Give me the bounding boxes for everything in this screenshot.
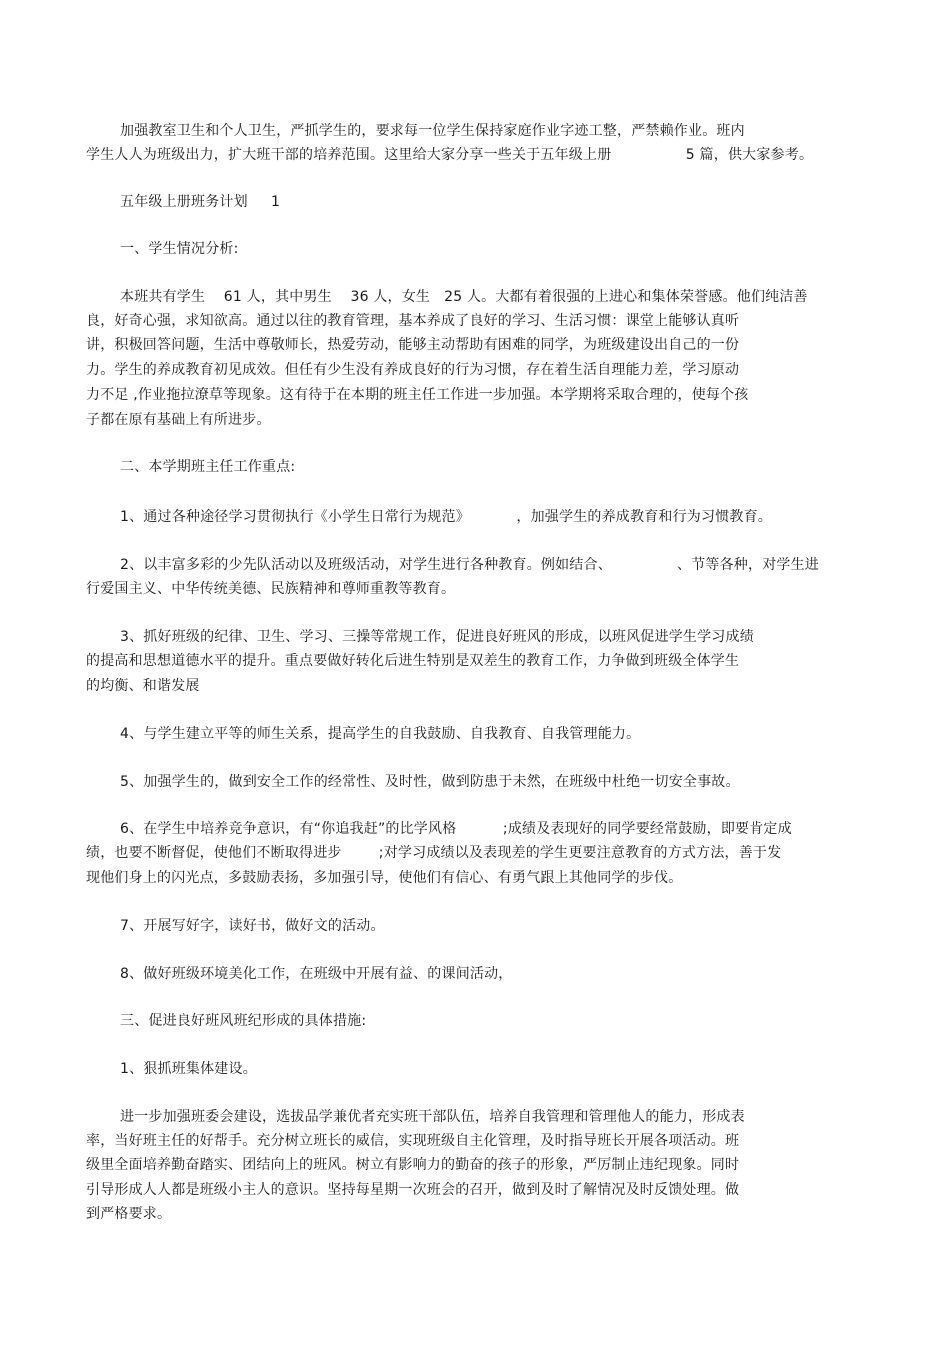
item-6-line-2: 绩，也要不断督促，使他们不断取得进步 ;对学习成绩以及表现差的学生更要注意教育的方式方法，善于发: [86, 845, 782, 861]
item-2-line-1: 2、以丰富多彩的少先队活动以及班级活动，对学生进行各种教育。例如结合、 、节等各种，对学生进: [120, 557, 820, 573]
section-1-heading: 一、学生情况分析:: [120, 241, 239, 257]
p1-line-2: 良，好奇心强，求知欲高。通过以往的教育管理，基本养成了良好的学习、生活习惯：课堂上能够认真听: [86, 313, 740, 329]
p2-line-2: 率，当好班主任的好帮手。充分树立班长的威信，实现班级自主化管理，及时指导班长开展各项活动。班: [86, 1133, 740, 1149]
section-2-heading: 二、本学期班主任工作重点:: [120, 459, 296, 475]
item-3-line-1: 3、抓好班级的纪律、卫生、学习、三操等常规工作，促进良好班风的形成，以班风促进学生学习成绩: [120, 629, 754, 645]
p1-line-5: 力不足 ,作业拖拉潦草等现象。这有待于在本期的班主任工作进一步加强。本学期将采取合理的，使每个孩: [86, 387, 749, 403]
item-8-line-1: 8、做好班级环境美化工作，在班级中开展有益、的课间活动，: [120, 966, 513, 982]
item-7-line-1: 7、开展写好字，读好书，做好文的活动。: [120, 918, 385, 934]
item-4-line-1: 4、与学生建立平等的师生关系，提高学生的自我鼓励、自我教育、自我管理能力。: [120, 726, 641, 742]
item-6-line-3: 现他们身上的闪光点，多鼓励表扬，多加强引导，使他们有信心、有勇气跟上其他同学的步伐。: [86, 870, 683, 886]
intro-line-1: 加强教室卫生和个人卫生，严抓学生的，要求每一位学生保持家庭作业字迹工整，严禁赖作业。班内: [120, 123, 745, 139]
p1-line-1: 本班共有学生 61 人，其中男生 36 人，女生 25 人。大都有着很强的上进心和集体荣誉感。他们纯洁善: [120, 289, 808, 305]
item-3-line-2: 的提高和思想道德水平的提升。重点要做好转化后进生特别是双差生的教育工作，力争做到班级全体学生: [86, 653, 740, 669]
p2-line-1: 进一步加强班委会建设，选拔品学兼优者充实班干部队伍，培养自我管理和管理他人的能力，形成表: [120, 1109, 745, 1125]
p1-line-3: 讲，积极回答问题，生活中尊敬师长，热爱劳动，能够主动帮助有困难的同学，为班级建设出自己的一份: [86, 337, 740, 353]
item-5-line-1: 5、加强学生的，做到安全工作的经常性、及时性，做到防患于未然，在班级中杜绝一切安全事故。: [120, 774, 740, 790]
p2-line-3: 级里全面培养勤奋踏实、团结向上的班风。树立有影响力的勤奋的孩子的形象，严厉制止违纪现象。同时: [86, 1157, 740, 1173]
item-2-line-2: 行爱国主义、中华传统美德、民族精神和尊师重教等教育。: [86, 581, 456, 597]
item-3-line-3: 的均衡、和谐发展: [86, 678, 200, 694]
plan-title: 五年级上册班务计划 1: [120, 194, 281, 210]
intro-line-2: 学生人人为班级出力，扩大班干部的培养范围。这里给大家分享一些关于五年级上册 5 篇，供大家参考。: [86, 147, 814, 163]
item-1-line-1: 1、通过各种途径学习贯彻执行《小学生日常行为规范》 ，加强学生的养成教育和行为习惯教育。: [120, 509, 773, 525]
measure-1-heading: 1、狠抓班集体建设。: [120, 1061, 257, 1077]
section-3-heading: 三、促进良好班风班纪形成的具体措施:: [120, 1013, 367, 1029]
item-6-line-1: 6、在学生中培养竞争意识，有“你追我赶”的比学风格 ;成绩及表现好的同学要经常鼓励，即要肯定成: [120, 821, 792, 837]
p2-line-5: 到严格要求。: [86, 1206, 172, 1222]
p2-line-4: 引导形成人人都是班级小主人的意识。坚持每星期一次班会的召开，做到及时了解情况及时反馈处理。做: [86, 1182, 740, 1198]
p1-line-6: 子都在原有基础上有所进步。: [86, 412, 271, 428]
p1-line-4: 力。学生的养成教育初见成效。但任有少生没有养成良好的行为习惯，存在着生活自理能力差，学习原动: [86, 362, 740, 378]
